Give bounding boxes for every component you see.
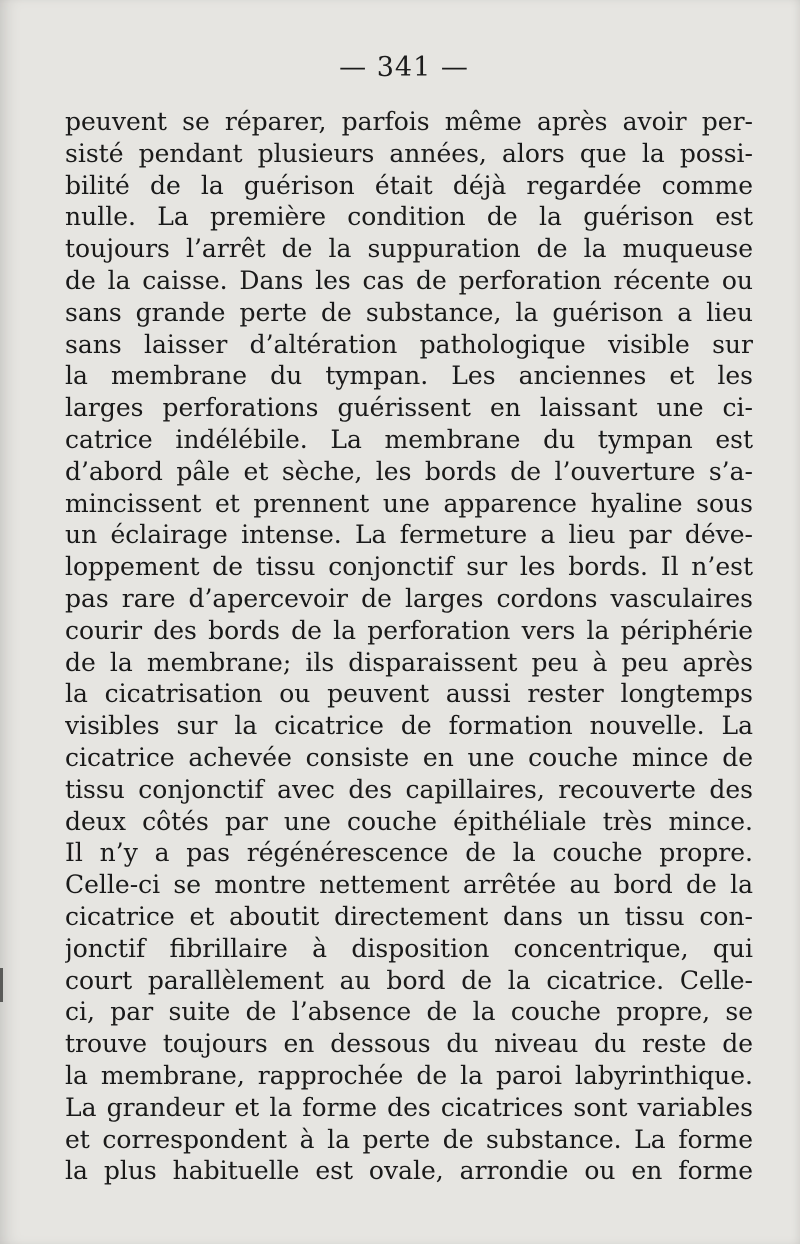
text-line: mincissent et prennent une apparence hyaline sous: [65, 488, 753, 518]
text-line: la cicatrisation ou peuvent aussi rester longtemps: [65, 679, 753, 709]
text-line: court parallèlement au bord de la cicatrice. Celle-: [65, 965, 753, 995]
page-number: — 341 —: [339, 52, 469, 83]
text-line: Celle-ci se montre nettement arrêtée au bord de la: [65, 870, 753, 900]
text-line: courir des bords de la perforation vers la périphérie: [65, 615, 753, 645]
text-line: cicatrice achevée consiste en une couche mince de: [65, 742, 753, 772]
text-line: tissu conjonctif avec des capillaires, recouverte des: [65, 774, 753, 804]
text-line: et correspondent à la perte de substance. La forme: [65, 1124, 753, 1154]
text-line: trouve toujours en dessous du niveau du reste de: [65, 1029, 753, 1059]
text-line: bilité de la guérison était déjà regardée comme: [65, 170, 753, 200]
text-line: loppement de tissu conjonctif sur les bords. Il n’est: [65, 552, 753, 582]
text-line: visibles sur la cicatrice de formation nouvelle. La: [65, 711, 753, 741]
text-line: deux côtés par une couche épithéliale très mince.: [65, 806, 753, 836]
text-line: jonctif fibrillaire à disposition concentrique, qui: [65, 933, 753, 963]
text-line: pas rare d’apercevoir de larges cordons vasculaires: [65, 583, 753, 613]
text-line: nulle. La première condition de la guérison est: [65, 202, 753, 232]
text-line: la membrane du tympan. Les anciennes et les: [65, 361, 753, 391]
text-line: d’abord pâle et sèche, les bords de l’ouverture s’a-: [65, 456, 753, 486]
text-line: sans laisser d’altération pathologique visible sur: [65, 329, 753, 359]
text-line: cicatrice et aboutit directement dans un tissu con-: [65, 901, 753, 931]
text-line: larges perforations guérissent en laissant une ci-: [65, 393, 753, 423]
text-line: toujours l’arrêt de la suppuration de la muqueuse: [65, 234, 753, 264]
text-line: Il n’y a pas régénérescence de la couche propre.: [65, 838, 753, 868]
text-line: La grandeur et la forme des cicatrices sont variables: [65, 1092, 753, 1122]
text-line: de la membrane; ils disparaissent peu à peu après: [65, 647, 753, 677]
text-line: de la caisse. Dans les cas de perforation récente ou: [65, 265, 753, 295]
text-line: sisté pendant plusieurs années, alors que la possi-: [65, 138, 753, 168]
text-line: la plus habituelle est ovale, arrondie ou en forme: [65, 1156, 753, 1186]
text-line: catrice indélébile. La membrane du tympan est: [65, 424, 753, 454]
text-line: ci, par suite de l’absence de la couche propre, se: [65, 997, 753, 1027]
text-line: peuvent se réparer, parfois même après avoir per-: [65, 107, 753, 136]
text-line: la membrane, rapprochée de la paroi labyrinthique.: [65, 1060, 753, 1090]
page-edge-mark: [0, 968, 3, 1002]
text-line: sans grande perte de substance, la guérison a lieu: [65, 297, 753, 327]
text-line: un éclairage intense. La fermeture a lieu par déve-: [65, 520, 753, 550]
body-text: [65, 106, 753, 1187]
